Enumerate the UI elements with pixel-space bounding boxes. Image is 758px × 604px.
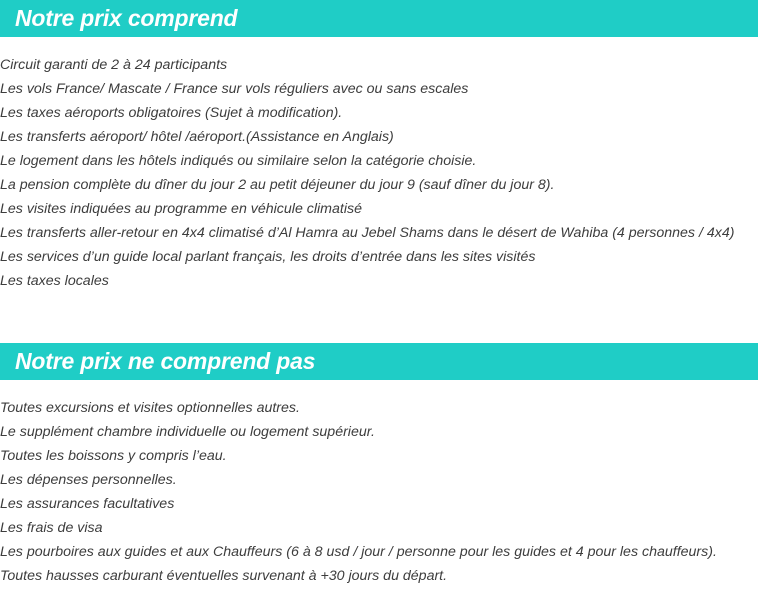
excludes-list-item: Toutes hausses carburant éventuelles survenant à +30 jours du départ. xyxy=(0,568,448,584)
excludes-list-item: Les frais de visa xyxy=(0,520,103,536)
excludes-section-header xyxy=(0,343,758,380)
includes-list-item: Circuit garanti de 2 à 24 participants xyxy=(0,57,228,73)
excludes-list-item: Les dépenses personnelles. xyxy=(0,472,177,488)
excludes-list-item: Toutes excursions et visites optionnelles autres. xyxy=(0,400,300,416)
includes-list-item: La pension complète du dîner du jour 2 au petit déjeuner du jour 9 (sauf dîner du jour 8). xyxy=(0,177,555,193)
includes-list-item: Les vols France/ Mascate / France sur vols réguliers avec ou sans escales xyxy=(0,81,469,97)
includes-list-item: Les services d’un guide local parlant français, les droits d’entrée dans les sites visités xyxy=(0,249,536,265)
excludes-section-title: Notre prix ne comprend pas xyxy=(15,348,316,374)
includes-list-item: Les transferts aéroport/ hôtel /aéroport.(Assistance en Anglais) xyxy=(0,129,394,145)
excludes-list-item: Le supplément chambre individuelle ou logement supérieur. xyxy=(0,424,375,440)
excludes-list-item: Les pourboires aux guides et aux Chauffeurs (6 à 8 usd / jour / personne pour les guides et 4 pour les chauffeurs). xyxy=(0,544,717,560)
includes-list-item: Les taxes locales xyxy=(0,273,109,289)
includes-list-item: Les transferts aller-retour en 4x4 climatisé d’Al Hamra au Jebel Shams dans le désert de Wahiba (4 personnes / 4x4) xyxy=(0,225,735,241)
includes-list-item: Les visites indiquées au programme en véhicule climatisé xyxy=(0,201,362,217)
excludes-list-item: Toutes les boissons y compris l’eau. xyxy=(0,448,227,464)
includes-list-item: Les taxes aéroports obligatoires (Sujet à modification). xyxy=(0,105,343,121)
includes-section-title: Notre prix comprend xyxy=(15,5,238,31)
includes-list xyxy=(0,53,734,293)
excludes-list xyxy=(0,396,717,588)
excludes-list-item: Les assurances facultatives xyxy=(0,496,175,512)
includes-section-header xyxy=(0,0,758,37)
includes-list-item: Le logement dans les hôtels indiqués ou similaire selon la catégorie choisie. xyxy=(0,153,477,169)
